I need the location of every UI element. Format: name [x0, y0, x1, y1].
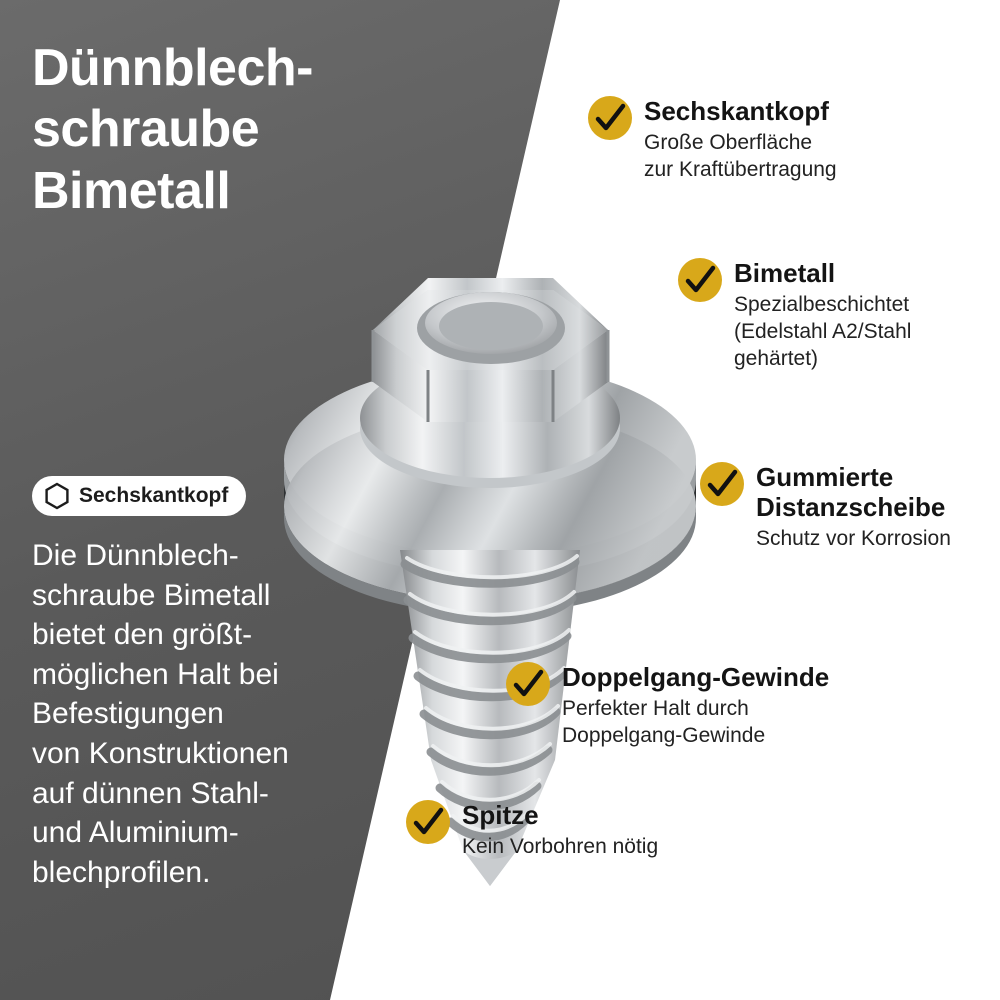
page-title-line-1: Dünnblech- — [32, 39, 313, 97]
callout-title-line: Spitze — [462, 800, 539, 830]
check-icon — [588, 96, 632, 140]
description-line-2: schraube Bimetall — [32, 578, 271, 612]
description-line-6: von Konstruktionen — [32, 736, 289, 770]
callout-sub-line: Perfekter Halt durch — [562, 696, 749, 720]
callout-subtitle — [562, 696, 829, 750]
badge-label: Sechskantkopf — [79, 484, 229, 507]
check-icon — [406, 800, 450, 844]
callout-title — [562, 663, 829, 693]
callout-sub-line: gehärtet) — [734, 346, 819, 370]
callout-title — [462, 801, 658, 831]
check-icon-mark — [406, 800, 450, 844]
callout-subtitle — [462, 834, 658, 861]
callout-sub-line: Schutz vor Korrosion — [756, 526, 951, 550]
check-icon-mark — [588, 96, 632, 140]
callout-sub-line: Doppelgang-Gewinde — [562, 723, 766, 747]
callout-title-line: Doppelgang-Gewinde — [562, 662, 830, 692]
callout-subtitle — [734, 292, 911, 373]
callout-title — [734, 259, 911, 289]
description-paragraph — [32, 536, 342, 892]
callout-text — [462, 800, 658, 861]
description-line-3: bietet den größt- — [32, 618, 253, 652]
check-icon-mark — [700, 462, 744, 506]
description-line-8: und Aluminium- — [32, 816, 239, 850]
description-line-7: auf dünnen Stahl- — [32, 776, 269, 810]
callout-text — [734, 258, 911, 373]
callout-subtitle — [644, 130, 837, 184]
check-icon — [506, 662, 550, 706]
callout-title — [756, 463, 951, 523]
hexagon-icon — [44, 482, 70, 510]
callout-sub-line: zur Kraftübertragung — [644, 157, 837, 181]
callout-sechskantkopf — [588, 96, 837, 184]
callout-gummierte-distanzscheibe — [700, 462, 951, 553]
check-icon-mark — [678, 258, 722, 302]
description-line-1: Die Dünnblech- — [32, 539, 239, 572]
description-line-4: möglichen Halt bei — [32, 657, 279, 691]
badge-sechskantkopf — [32, 476, 246, 516]
callout-text — [562, 662, 829, 750]
page-title-line-3: Bimetall — [32, 161, 231, 220]
callout-subtitle — [756, 526, 951, 553]
callout-sub-line: (Edelstahl A2/Stahl — [734, 319, 912, 343]
check-icon — [700, 462, 744, 506]
description-line-5: Befestigungen — [32, 697, 224, 731]
page-title-line-2: schraube — [32, 100, 260, 159]
callout-sub-line: Kein Vorbohren nötig — [462, 834, 659, 858]
check-icon — [678, 258, 722, 302]
callout-sub-line: Spezialbeschichtet — [734, 292, 910, 316]
callout-title-line: Sechskantkopf — [644, 96, 829, 126]
check-icon-mark — [506, 662, 550, 706]
callout-title-line: Distanzscheibe — [756, 491, 946, 522]
description-line-9: blechprofilen. — [32, 855, 211, 889]
callout-text — [644, 96, 837, 184]
callout-sub-line: Große Oberfläche — [644, 130, 813, 154]
callout-bimetall — [678, 258, 911, 373]
callout-text — [756, 462, 951, 553]
callout-title-line: Gummierte — [756, 462, 894, 492]
callout-spitze — [406, 800, 658, 861]
callout-doppelgang-gewinde — [506, 662, 829, 750]
callout-title — [644, 97, 837, 127]
callout-title-line: Bimetall — [734, 258, 836, 288]
